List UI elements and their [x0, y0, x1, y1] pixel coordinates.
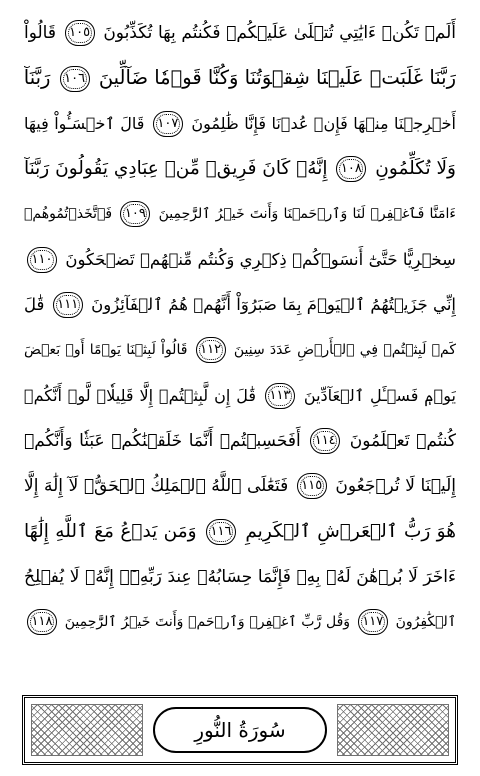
text-line	[24, 599, 456, 644]
verse-text: كَمۡ لَبِثۡتُمۡ فِي ٱلۡأَرۡضِ عَدَدَ سِنِينَ	[233, 342, 456, 359]
verse-text: يَوۡمٖ فَسۡـَٔلِ ٱلۡعَآدِّينَ	[303, 385, 456, 405]
text-line	[24, 554, 456, 599]
ayah-number-marker: ١٠٩	[120, 201, 150, 227]
text-line	[24, 509, 456, 554]
verse-text: وَمَن يَدۡعُ مَعَ ٱللَّهِ إِلَٰهًا	[24, 520, 197, 542]
text-line	[24, 101, 456, 146]
text-line	[24, 146, 456, 191]
verse-text: قَالَ ٱخۡسَـُٔواْ فِيهَا	[24, 113, 145, 133]
verse-text: كُنتُمۡ تَعۡلَمُونَ	[349, 430, 456, 451]
text-line	[24, 55, 456, 100]
verse-text: قَالُواْ لَبِثۡنَا يَوۡمًا أَوۡ بَعۡضَ	[24, 342, 188, 359]
ayah-number-marker: ١١٨	[27, 609, 57, 635]
verse-text: سِخۡرِيًّا حَتَّىٰٓ أَنسَوۡكُمۡ ذِكۡرِي وَكُنتُم مِّنۡهُمۡ تَضۡحَكُونَ	[65, 249, 456, 269]
verse-text: أَلَمۡ تَكُنۡ ءَايَٰتِي تُتۡلَىٰ عَلَيۡكُمۡ فَكُنتُم بِهَا تُكَذِّبُونَ	[103, 23, 456, 43]
ayah-number-marker: ١٠٨	[336, 156, 366, 182]
ayah-number-marker: ١١٠	[27, 247, 57, 273]
arabesque-ornament-right	[337, 704, 449, 756]
surah-header-frame	[22, 695, 458, 765]
verse-text: وَلَا تُكَلِّمُونِ	[375, 157, 456, 179]
text-line	[24, 327, 456, 372]
verse-text: ءَامَنَّا فَٱغۡفِرۡ لَنَا وَٱرۡحَمۡنَا وَأَنتَ خَيۡرُ ٱلرَّٰحِمِينَ	[158, 206, 456, 223]
ayah-number-marker: ١٠٥	[65, 20, 95, 46]
verse-text-block	[24, 10, 456, 690]
verse-text: وَقُل رَّبِّ ٱغۡفِرۡ وَٱرۡحَمۡ وَأَنتَ خَيۡرُ ٱلرَّٰحِمِينَ	[64, 614, 351, 631]
text-line	[24, 10, 456, 55]
verse-text: ٱلۡكَٰفِرُونَ	[395, 614, 456, 631]
verse-text: فَٱتَّخَذۡتُمُوهُمۡ	[24, 206, 113, 223]
ayah-number-marker: ١١٢	[196, 337, 226, 363]
text-line	[24, 237, 456, 282]
ayah-number-marker: ١١٣	[265, 383, 295, 409]
ayah-number-marker: ١١٧	[358, 609, 388, 635]
verse-text: أَفَحَسِبۡتُمۡ أَنَّمَا خَلَقۡنَٰكُمۡ عَبَثٗا وَأَنَّكُمۡ	[24, 430, 301, 451]
ayah-number-marker: ١٠٦	[60, 66, 90, 92]
ayah-number-marker: ١١٤	[310, 428, 340, 454]
ayah-number-marker: ١١٥	[297, 473, 327, 499]
ayah-number-marker: ١١٦	[206, 519, 236, 545]
verse-text: قَٰلَ	[24, 294, 45, 314]
verse-text: إِلَيۡنَا لَا تُرۡجَعُونَ	[335, 476, 456, 497]
ayah-number-marker: ١١١	[53, 292, 83, 318]
text-line	[24, 282, 456, 327]
surah-title: سُورَةُ النُّورِ	[194, 718, 286, 742]
verse-text: ءَاخَرَ لَا بُرۡهَٰنَ لَهُۥ بِهِۦ فَإِنَّمَا حِسَابُهُۥ عِندَ رَبِّهِۦٓۚ إِنَّهُۥ لَا يُفۡلِحُ	[24, 566, 456, 587]
verse-text: قَالُواْ	[24, 23, 56, 43]
text-line	[24, 463, 456, 508]
verse-text: هُوَ رَبُّ ٱلۡعَرۡشِ ٱلۡكَرِيمِ	[245, 520, 456, 542]
text-line	[24, 191, 456, 236]
verse-text: إِنِّي جَزَيۡتُهُمُ ٱلۡيَوۡمَ بِمَا صَبَرُوٓاْ أَنَّهُمۡ هُمُ ٱلۡفَآئِزُونَ	[91, 294, 456, 314]
verse-text: رَبَّنَآ	[24, 66, 51, 90]
text-line	[24, 373, 456, 418]
verse-text: فَتَعَٰلَى ٱللَّهُ ٱلۡمَلِكُ ٱلۡحَقُّۖ لَآ إِلَٰهَ إِلَّا	[24, 476, 289, 497]
surah-title-cartouche	[153, 707, 327, 753]
verse-text: إِنَّهُۥ كَانَ فَرِيقٞ مِّنۡ عِبَادِي يَقُولُونَ رَبَّنَآ	[24, 157, 328, 179]
ayah-number-marker: ١٠٧	[153, 111, 183, 137]
text-line	[24, 418, 456, 463]
verse-text: رَبَّنَا غَلَبَتۡ عَلَيۡنَا شِقۡوَتُنَا وَكُنَّا قَوۡمٗا ضَآلِّينَ	[98, 66, 456, 90]
verse-text: قَٰلَ إِن لَّبِثۡتُمۡ إِلَّا قَلِيلٗاۖ لَّوۡ أَنَّكُمۡ	[24, 385, 257, 405]
verse-text: أَخۡرِجۡنَا مِنۡهَا فَإِنۡ عُدۡنَا فَإِنَّا ظَٰلِمُونَ	[191, 113, 456, 133]
arabesque-ornament-left	[31, 704, 143, 756]
